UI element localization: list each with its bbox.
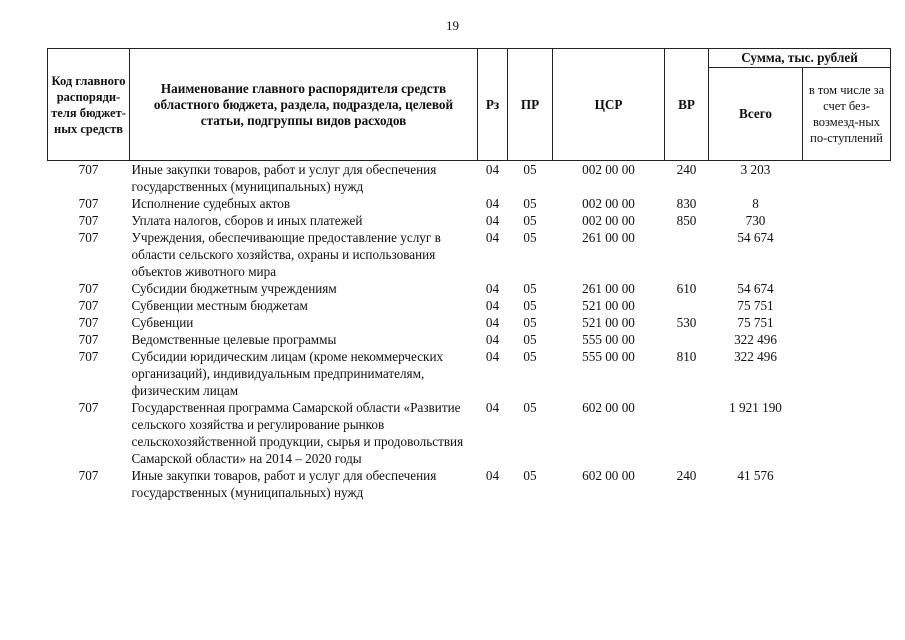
row-pr: 05 — [523, 468, 537, 483]
row-rz: 04 — [485, 332, 500, 347]
row-code: 707 — [78, 315, 99, 330]
row-rz: 04 — [485, 230, 500, 245]
row-csr: 555 00 00 — [582, 332, 635, 347]
row-vr: 810 — [676, 349, 697, 364]
row-vr — [665, 331, 709, 348]
table-row — [48, 331, 891, 348]
row-pr: 05 — [523, 332, 537, 347]
row-rz: 04 — [485, 298, 500, 313]
table-body — [48, 161, 891, 502]
header-name: Наименование главного распорядителя средств областного бюджета, раздела, подраздела, целевой статьи, подгруппы видов расходов — [130, 49, 478, 161]
row-pr: 05 — [523, 298, 537, 313]
row-code: 707 — [78, 332, 99, 347]
table-header — [48, 49, 891, 161]
header-pr: ПР — [508, 49, 553, 161]
row-total: 322 496 — [734, 349, 777, 364]
row-total: 1 921 190 — [729, 400, 782, 415]
row-rz: 04 — [485, 349, 500, 364]
row-incl — [803, 229, 891, 280]
page-number: 19 — [446, 18, 459, 33]
budget-table — [47, 48, 891, 501]
row-rz: 04 — [485, 213, 500, 228]
row-vr — [665, 297, 709, 314]
row-name: Субсидии юридическим лицам (кроме некоммерческих организаций), индивидуальным предпринимателям, физическим лицам — [131, 349, 444, 398]
header-incl: в том числе за счет без-возмезд-ных по-ступлений — [803, 68, 891, 161]
row-code: 707 — [78, 281, 99, 296]
row-csr: 555 00 00 — [582, 349, 635, 364]
row-code: 707 — [78, 298, 99, 313]
row-pr: 05 — [523, 230, 537, 245]
row-total: 75 751 — [737, 315, 774, 330]
row-name: Ведомственные целевые программы — [131, 332, 337, 347]
row-incl — [803, 212, 891, 229]
row-incl — [803, 195, 891, 212]
table-row — [48, 297, 891, 314]
header-code: Код главного распоряди-теля бюджет-ных средств — [48, 49, 130, 161]
row-total: 75 751 — [737, 298, 774, 313]
table-row — [48, 348, 891, 399]
table-row — [48, 399, 891, 467]
header-sum: Сумма, тыс. рублей — [709, 49, 891, 68]
row-total: 54 674 — [737, 230, 774, 245]
row-vr: 240 — [676, 468, 697, 483]
row-csr: 261 00 00 — [582, 230, 635, 245]
row-pr: 05 — [523, 213, 537, 228]
row-name: Исполнение судебных актов — [131, 196, 291, 211]
row-csr: 002 00 00 — [582, 213, 635, 228]
row-pr: 05 — [523, 315, 537, 330]
row-csr: 002 00 00 — [582, 162, 635, 177]
row-total: 41 576 — [737, 468, 774, 483]
row-total: 730 — [745, 213, 766, 228]
row-pr: 05 — [523, 349, 537, 364]
row-vr: 830 — [676, 196, 697, 211]
row-name: Учреждения, обеспечивающие предоставление услуг в области сельского хозяйства, охраны и использования объектов животного мира — [131, 230, 441, 279]
row-total: 3 203 — [740, 162, 771, 177]
row-incl — [803, 348, 891, 399]
row-vr — [665, 229, 709, 280]
header-total: Всего — [709, 68, 803, 161]
row-vr: 850 — [676, 213, 697, 228]
table-row — [48, 467, 891, 501]
table-row — [48, 161, 891, 196]
row-incl — [803, 314, 891, 331]
row-incl — [803, 399, 891, 467]
table-row — [48, 195, 891, 212]
row-code: 707 — [78, 349, 99, 364]
row-csr: 521 00 00 — [582, 315, 635, 330]
row-csr: 002 00 00 — [582, 196, 635, 211]
row-csr: 602 00 00 — [582, 468, 635, 483]
table-row — [48, 229, 891, 280]
row-rz: 04 — [485, 315, 500, 330]
row-incl — [803, 297, 891, 314]
header-rz: Рз — [478, 49, 508, 161]
row-total: 8 — [752, 196, 759, 211]
header-vr: ВР — [665, 49, 709, 161]
row-csr: 602 00 00 — [582, 400, 635, 415]
row-name: Иные закупки товаров, работ и услуг для обеспечения государственных (муниципальных) нужд — [131, 468, 437, 500]
row-name: Субвенции — [131, 315, 194, 330]
row-vr — [665, 399, 709, 467]
row-rz: 04 — [485, 162, 500, 177]
row-name: Субсидии бюджетным учреждениям — [131, 281, 337, 296]
row-total: 322 496 — [734, 332, 777, 347]
row-code: 707 — [78, 213, 99, 228]
table-row — [48, 280, 891, 297]
row-pr: 05 — [523, 162, 537, 177]
row-pr: 05 — [523, 196, 537, 211]
row-name: Уплата налогов, сборов и иных платежей — [131, 213, 363, 228]
table-row — [48, 212, 891, 229]
row-code: 707 — [78, 468, 99, 483]
row-csr: 261 00 00 — [582, 281, 635, 296]
row-name: Иные закупки товаров, работ и услуг для обеспечения государственных (муниципальных) нужд — [131, 162, 437, 194]
row-incl — [803, 331, 891, 348]
row-total: 54 674 — [737, 281, 774, 296]
row-incl — [803, 280, 891, 297]
row-code: 707 — [78, 196, 99, 211]
row-code: 707 — [78, 230, 99, 245]
row-rz: 04 — [485, 468, 500, 483]
row-vr: 240 — [676, 162, 697, 177]
row-code: 707 — [78, 162, 99, 177]
row-pr: 05 — [523, 281, 537, 296]
header-csr: ЦСР — [553, 49, 665, 161]
row-pr: 05 — [523, 400, 537, 415]
row-code: 707 — [78, 400, 99, 415]
row-incl — [803, 161, 891, 196]
row-vr: 610 — [676, 281, 697, 296]
row-csr: 521 00 00 — [582, 298, 635, 313]
row-incl — [803, 467, 891, 501]
row-name: Субвенции местным бюджетам — [131, 298, 308, 313]
table-row — [48, 314, 891, 331]
row-rz: 04 — [485, 281, 500, 296]
row-vr: 530 — [676, 315, 697, 330]
row-name: Государственная программа Самарской области «Развитие сельского хозяйства и регулирование рынков сельскохозяйственной продукции, сырья и продовольствия Самарской области» на 2014 – 2020 годы — [131, 400, 464, 466]
row-rz: 04 — [485, 400, 500, 415]
row-rz: 04 — [485, 196, 500, 211]
